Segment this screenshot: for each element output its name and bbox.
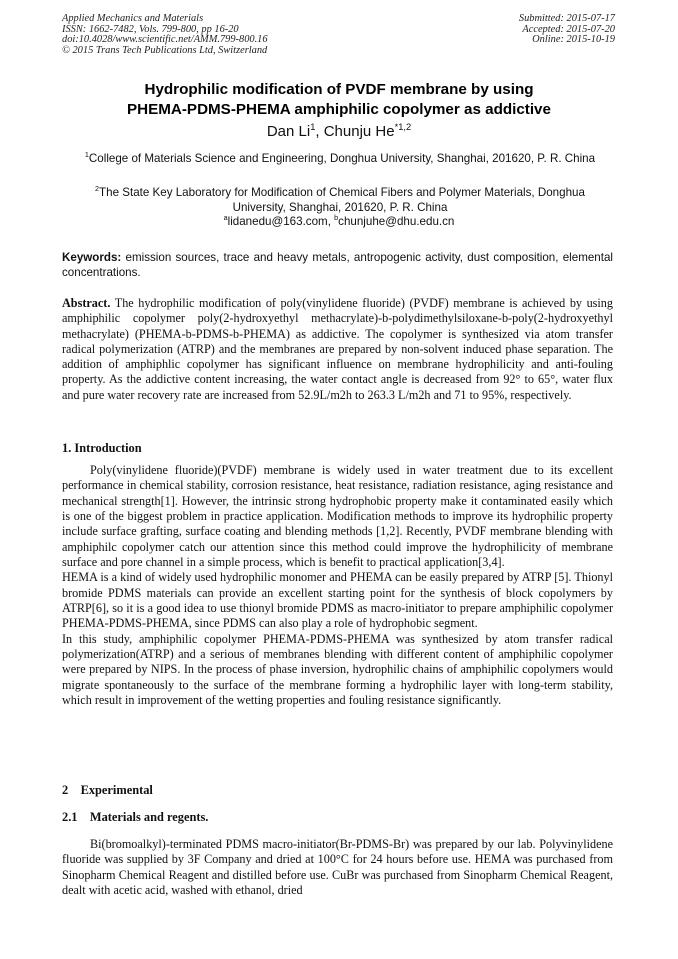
abstract-block (62, 296, 613, 403)
body-paragraph: Poly(vinylidene fluoride)(PVDF) membrane is widely used in water treatment due to its excellent performance in chemical stability, corrosion resistance, heat resistance, radiation resistance, aging resistance and mechanical strength[1]. However, the intrinsic strong hydrophobic property make it contaminated easily which is one of the biggest problem in practice application. Modification methods to improve its hydrophilic property include surface grafting, surface coating and blending methods [1,2]. Recently, PVDF membrane blending with amphiphilc copolymer catch our attention since this method could improve the hydrophilicity of membrane surface and pore channel in a simple process, which is benefit to practical application[3,4]. (62, 463, 613, 570)
section-heading-introduction: 1. Introduction (62, 441, 142, 455)
abstract-label: Abstract. (62, 296, 111, 310)
journal-info-header (62, 14, 268, 56)
section-heading-experimental: 2 Experimental (62, 783, 153, 797)
author-list (0, 123, 678, 141)
email-mark: a (223, 213, 228, 223)
email-mark: b (334, 213, 339, 223)
body-paragraph: Bi(bromoalkyl)-terminated PDMS macro-initiator(Br-PDMS-Br) was prepared by our lab. Polyvinylidene fluoride was supplied by 3F Company and dried at 100°C for 24 hours before use. HEMA was purchased from Sinopharm Chemical Reagent and distilled before use. CuBr was purchased from Sinopharm Chemical Reagent, dealt with acetic acid, washed with ethanol, dried (62, 837, 613, 898)
title-line-1: Hydrophilic modification of PVDF membrane by using (144, 81, 534, 98)
online-date: Online: 2015-10-19 (532, 34, 615, 46)
author-name: Chunju He (323, 123, 395, 140)
submission-dates-header (519, 14, 615, 46)
author-affiliation-mark: *1,2 (394, 122, 412, 132)
author-affiliation-mark: 1 (310, 122, 316, 132)
keywords-label: Keywords: (62, 251, 122, 264)
body-paragraph: In this study, amphiphilic copolymer PHEMA-PDMS-PHEMA was synthesized by atom transfer radical polymerization(ATRP) and a serious of membranes blending with different content of amphiphilic copolymer were prepared by NIPS. In the process of phase inversion, hydrophilic chains of amphiphilic copolymers would migrate spontaneously to the surface of the membrane forming a hydrophilic layer with long-term stability, which result in improvement of the wetting properties and fouling resistance significantly. (62, 631, 613, 708)
accepted-date: Accepted: 2015-07-20 (522, 23, 615, 35)
body-paragraph: HEMA is a kind of widely used hydrophilic monomer and PHEMA can be easily prepared by ATRP [5]. Thionyl bromide PDMS materials can provide an excellent starting point for the synthesis of block copolymers by ATRP[6], so it is a good idea to use thionyl bromide PDMS as macro-initiator to prepare amphiphilic copolymer PHEMA-PDMS-PHEMA, since PDMS can also play a role of hydrophobic segment. (62, 570, 613, 631)
affiliation-text: The State Key Laboratory for Modification of Chemical Fibers and Polymer Materials, Donghua University, Shanghai, 201620, P. R. China (99, 186, 585, 214)
materials-body (62, 837, 613, 898)
author-emails (0, 215, 678, 229)
keywords-text: emission sources, trace and heavy metals, antropogenic activity, dust composition, elemental concentrations. (62, 251, 613, 279)
submitted-date: Submitted: 2015-07-17 (518, 13, 615, 24)
affiliation-text: College of Materials Science and Engineering, Donghua University, Shanghai, 201620, P. R. China (88, 152, 596, 165)
title-line-2: PHEMA-PDMS-PHEMA amphiphilic copolymer as addictive (127, 101, 551, 118)
affiliation-2 (70, 185, 610, 215)
affiliation-mark: 2 (95, 184, 100, 194)
affiliation-mark: 1 (84, 150, 89, 160)
journal-doi: doi:10.4028/www.scientific.net/AMM.799-800.16 (62, 34, 268, 46)
author-name: Dan Li (266, 123, 311, 140)
journal-copyright: © 2015 Trans Tech Publications Ltd, Switzerland (62, 44, 268, 56)
journal-name: Applied Mechanics and Materials (62, 13, 204, 24)
email-address: chunjuhe@dhu.edu.cn (338, 215, 455, 228)
paper-title (0, 80, 678, 120)
journal-issn: ISSN: 1662-7482, Vols. 799-800, pp 16-20 (62, 23, 239, 35)
subsection-heading-materials: 2.1 Materials and regents. (62, 810, 209, 824)
introduction-body (62, 463, 613, 709)
affiliation-1 (70, 151, 610, 166)
keywords-block (62, 250, 613, 280)
author-separator: , (315, 123, 324, 140)
abstract-text: The hydrophilic modification of poly(vinylidene fluoride) (PVDF) membrane is achieved by using amphiphilic copolymer poly(2-hydroxyethyl methacrylate)-b-polydimethylsiloxane-b-poly(2-hydroxyethyl methacrylate) (PHEMA-b-PDMS-b-PHEMA) as addictive. The copolymer is synthesized via atom transfer radical polymerization (ATRP) and the membranes are prepared by non-solvent induced phase separation. The addition of amphiphlic copolymer has significant influence on membrane hydrophilicity and anti-fouling property. As the addictive content increasing, the water contact angle is decreased from 92° to 65°, water flux and pure water recovery rate are increased from 52.9L/m2h to 263.3 L/m2h and 71 to 95%, respectively. (62, 296, 613, 402)
email-address: lidanedu@163.com, (227, 215, 335, 228)
